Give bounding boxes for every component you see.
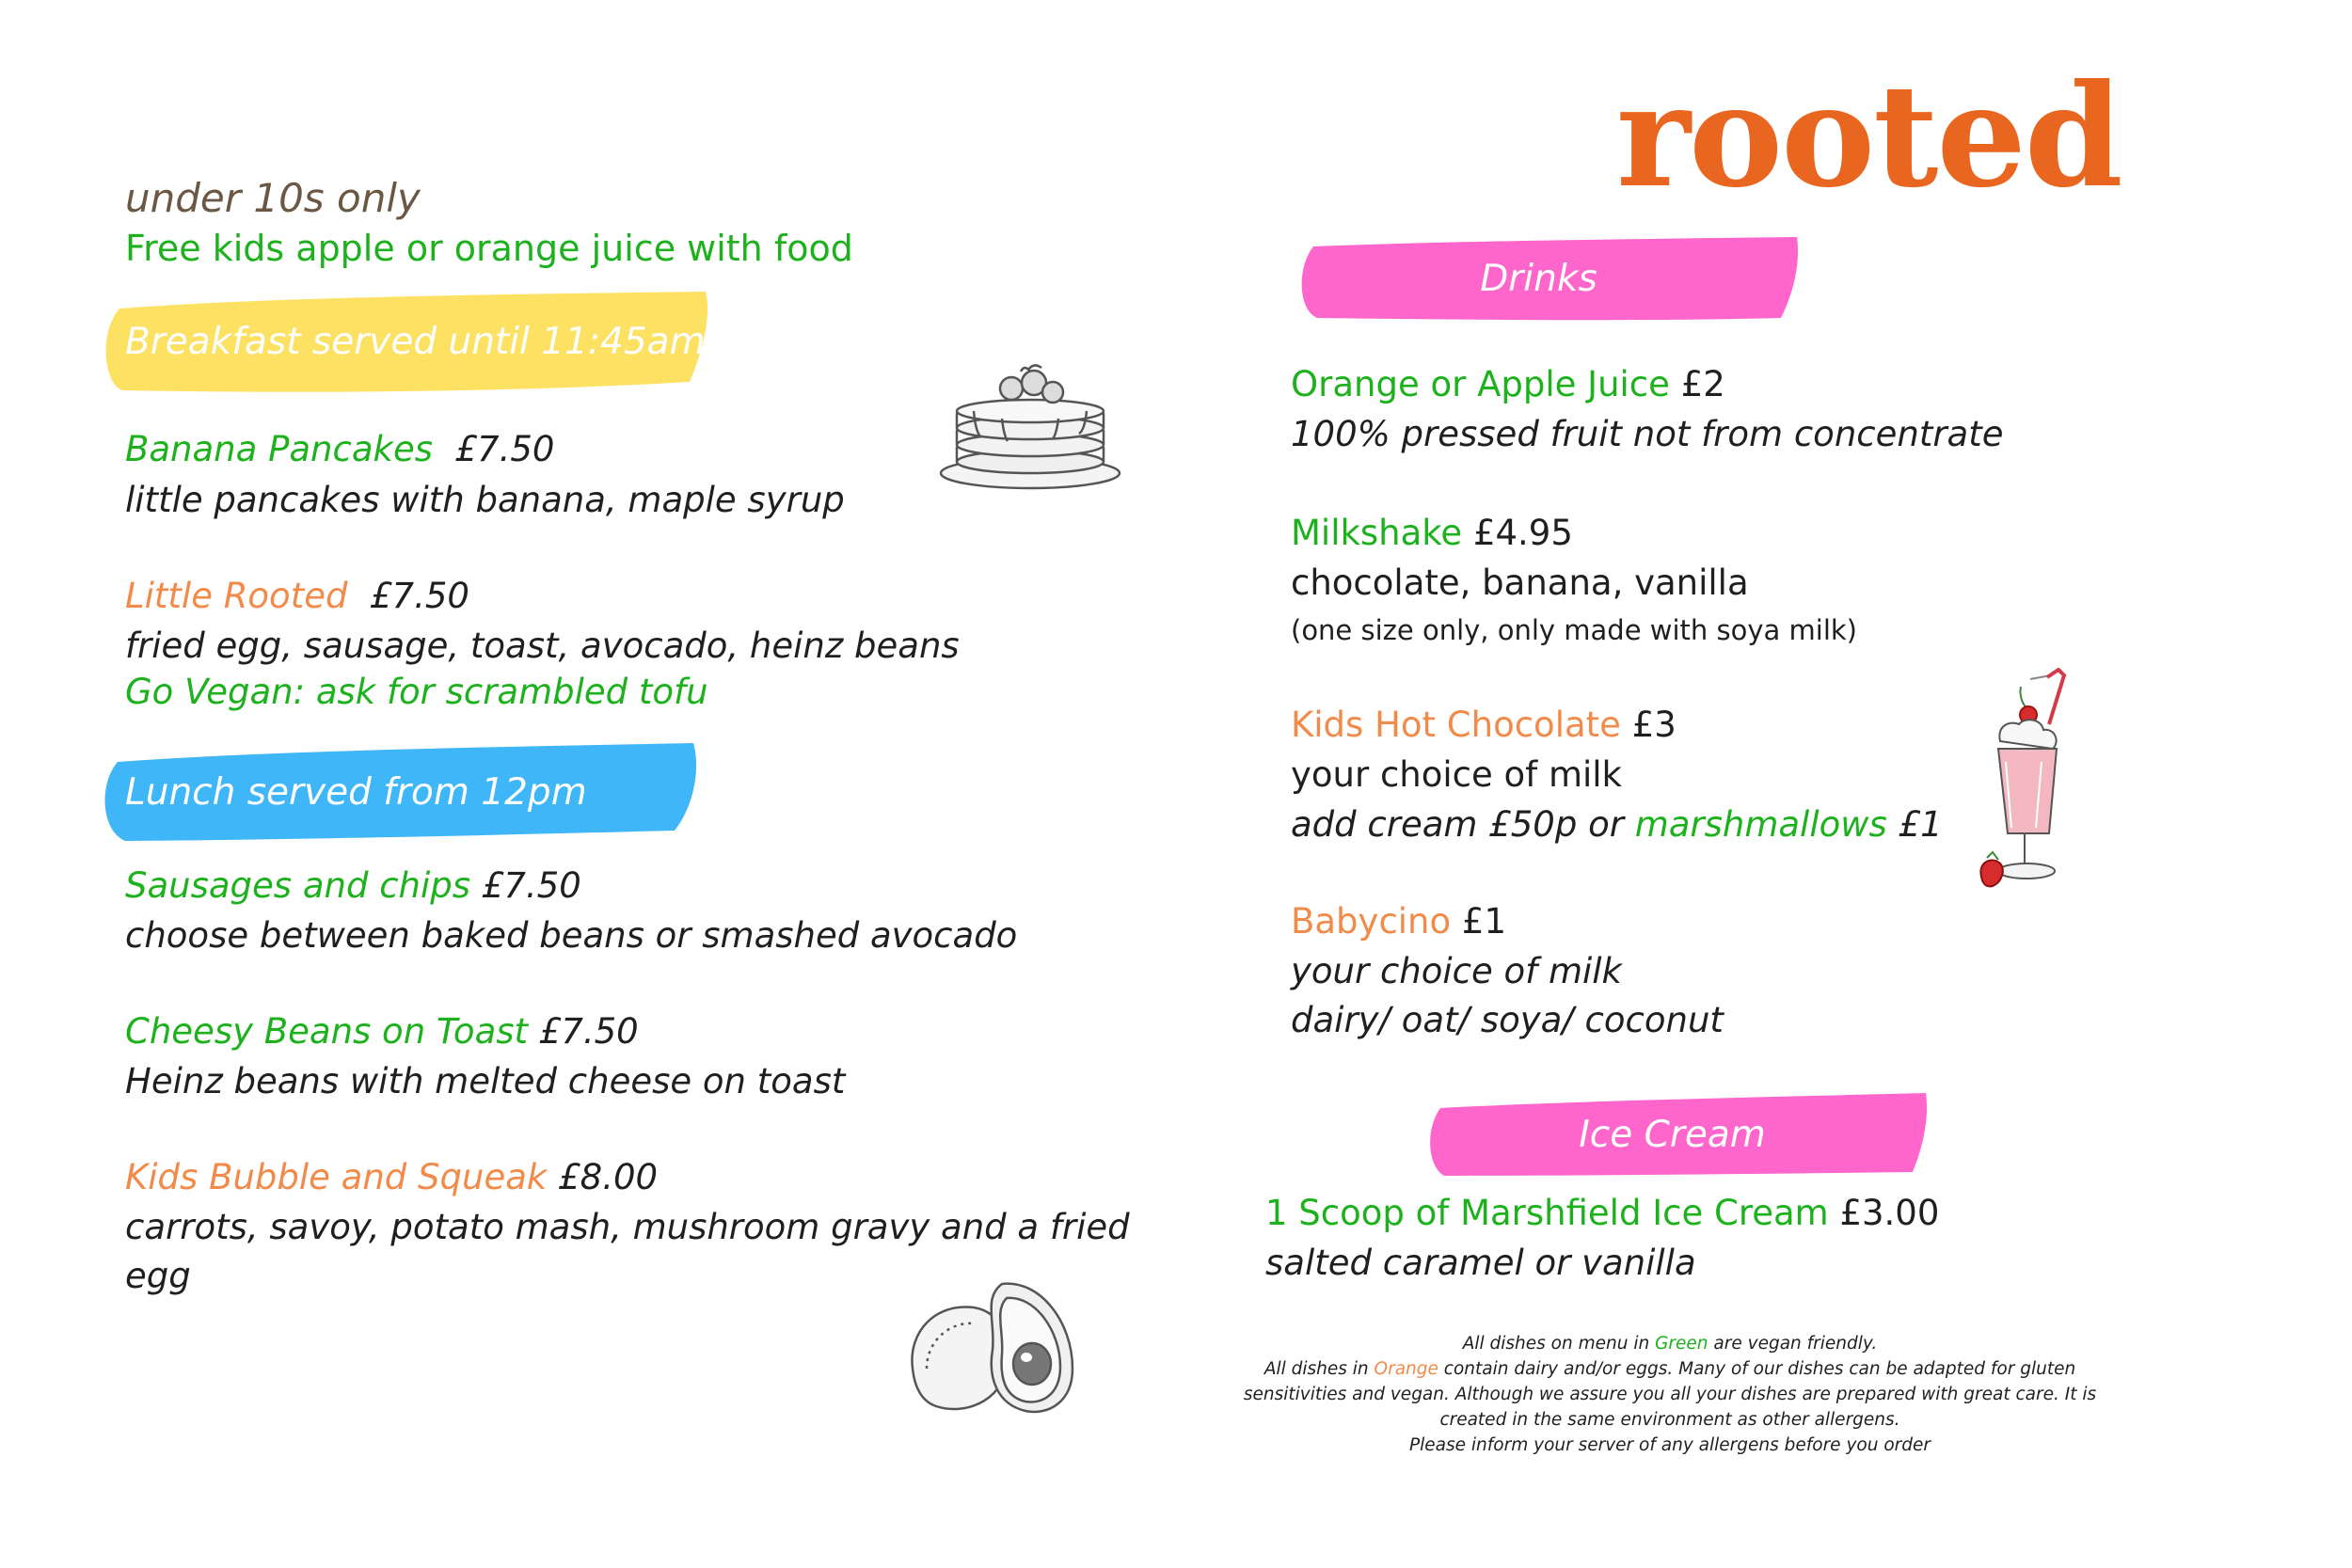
vegan-note: Go Vegan: ask for scrambled tofu — [125, 672, 708, 712]
notice-green-word: Green — [1655, 1334, 1708, 1354]
item-name: Sausages and chips — [125, 865, 471, 906]
notice-line-5: Please inform your server of any allergens before you order — [1409, 1435, 1931, 1455]
item-price: £7.50 — [538, 1011, 639, 1052]
item-description: your choice of milk — [1291, 754, 1622, 795]
item-description: carrots, savoy, potato mash, mushroom gravy and a fried — [125, 1207, 1130, 1247]
item-name: 1 Scoop of Marshfield Ice Cream — [1265, 1193, 1829, 1233]
notice-text: All dishes in — [1263, 1359, 1369, 1379]
item-name: Cheesy Beans on Toast — [125, 1011, 529, 1052]
item-price: £4.95 — [1472, 513, 1573, 553]
item-price: £2 — [1680, 364, 1725, 404]
notice-line-2 — [1214, 1356, 2126, 1382]
menu-item-cheesy-beans — [125, 1011, 639, 1053]
item-price: £3.00 — [1839, 1193, 1940, 1233]
item-description: Heinz beans with melted cheese on toast — [125, 1061, 846, 1101]
rooted-logo: rooted — [1616, 54, 2122, 219]
item-name: Milkshake — [1291, 513, 1463, 553]
avocado-icon — [898, 1265, 1115, 1420]
drinks-label: Drinks — [1480, 257, 1597, 300]
item-price: £7.50 — [454, 429, 555, 469]
notice-orange-word: Orange — [1374, 1359, 1438, 1379]
pancake-stack-icon — [936, 343, 1124, 494]
notice-text: contain dairy and/or eggs. Many of our dishes can be adapted for gluten — [1443, 1359, 2076, 1379]
lunch-banner — [99, 741, 701, 843]
item-name: Orange or Apple Juice — [1291, 364, 1670, 404]
menu-item-milkshake — [1291, 513, 1573, 554]
item-price: £8.00 — [558, 1157, 659, 1197]
item-description: fried egg, sausage, toast, avocado, heinz beans — [125, 626, 960, 666]
item-description: choose between baked beans or smashed avocado — [125, 915, 1018, 956]
notice-line-1 — [1214, 1331, 2126, 1356]
extras-prefix: add cream £50p or — [1291, 804, 1624, 845]
icecream-banner — [1425, 1091, 1929, 1178]
age-note: under 10s only — [125, 175, 421, 221]
item-price: £3 — [1631, 705, 1677, 745]
menu-item-hot-chocolate — [1291, 705, 1677, 746]
drinks-banner — [1296, 235, 1800, 322]
allergen-notice — [1214, 1331, 2126, 1458]
item-description: salted caramel or vanilla — [1265, 1243, 1696, 1283]
item-name: Kids Hot Chocolate — [1291, 705, 1621, 745]
item-note: (one size only, only made with soya milk) — [1291, 614, 1857, 646]
menu-item-babycino — [1291, 901, 1506, 942]
item-description: 100% pressed fruit not from concentrate — [1291, 414, 2004, 454]
menu-item-sausages-and-chips — [125, 865, 581, 907]
item-name: Banana Pancakes — [125, 429, 433, 469]
notice-line-3: sensitivities and vegan. Although we assure you all your dishes are prepared with great care. It is — [1243, 1385, 2097, 1404]
menu-item-banana-pancakes — [125, 429, 554, 470]
extras-marshmallows: marshmallows — [1634, 804, 1887, 845]
menu-item-juice — [1291, 364, 1725, 405]
icecream-label: Ice Cream — [1579, 1113, 1766, 1156]
item-description-milks: dairy/ oat/ soya/ coconut — [1291, 1000, 1724, 1040]
item-description-cont: egg — [125, 1256, 191, 1296]
item-price: £1 — [1461, 901, 1507, 942]
item-price: £7.50 — [369, 576, 469, 616]
notice-text: All dishes on menu in — [1462, 1334, 1650, 1354]
item-price: £7.50 — [481, 865, 581, 906]
item-description: little pancakes with banana, maple syrup — [125, 480, 845, 520]
item-description: your choice of milk — [1291, 951, 1622, 991]
free-juice-note: Free kids apple or orange juice with food — [125, 228, 853, 269]
item-extras — [1291, 804, 1943, 846]
menu-item-ice-cream — [1265, 1193, 1939, 1234]
lunch-label: Lunch served from 12pm — [125, 770, 587, 814]
item-name: Little Rooted — [125, 576, 348, 616]
milkshake-icon — [1974, 668, 2077, 894]
item-name: Kids Bubble and Squeak — [125, 1157, 548, 1197]
notice-line-4: created in the same environment as other allergens. — [1439, 1410, 1900, 1430]
extras-suffix: £1 — [1898, 804, 1943, 845]
menu-item-little-rooted — [125, 576, 469, 617]
breakfast-banner — [99, 290, 710, 393]
item-name: Babycino — [1291, 901, 1452, 942]
item-description: chocolate, banana, vanilla — [1291, 562, 1749, 603]
breakfast-label: Breakfast served until 11:45am — [125, 320, 706, 363]
menu-item-bubble-and-squeak — [125, 1157, 658, 1198]
notice-text: are vegan friendly. — [1713, 1334, 1878, 1354]
